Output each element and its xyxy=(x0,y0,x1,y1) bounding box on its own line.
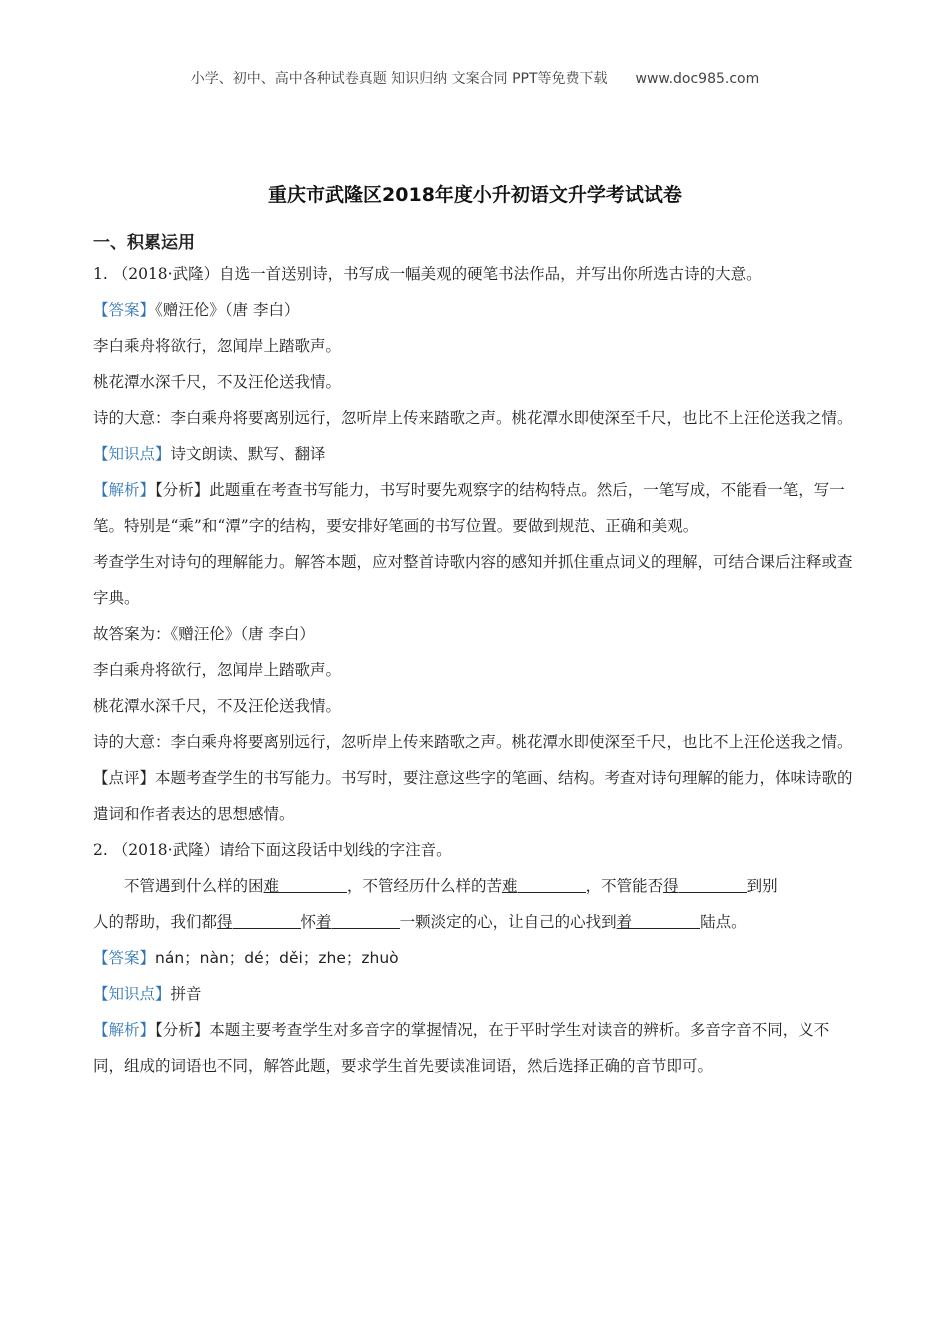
knowledge-tag: 【知识点】 xyxy=(93,445,171,463)
q2-passage-line-2: 人的帮助，我们都得 怀着 一颗淡定的心，让自己的心找到着 陆点。 xyxy=(93,904,853,940)
answer-blank[interactable] xyxy=(518,874,586,893)
answer-blank[interactable] xyxy=(632,910,700,929)
q1-answer xyxy=(93,292,853,328)
q1-analysis-2: 考查学生对诗句的理解能力。解答本题，应对整首诗歌内容的感知并抓住重点词义的理解，可结合课后注释或查字典。 xyxy=(93,553,853,607)
knowledge-text: 拼音 xyxy=(170,985,202,1003)
q1-final-poem-1: 李白乘舟将欲行，忽闻岸上踏歌声。 xyxy=(93,661,342,679)
answer-blank[interactable] xyxy=(332,910,400,929)
underlined-char: 得 xyxy=(663,877,679,895)
answer-text: 《赠汪伦》（唐 李白） xyxy=(155,301,300,319)
underlined-char: 着 xyxy=(616,913,633,931)
q1-final-answer: 故答案为：《赠汪伦》（唐 李白） xyxy=(93,625,315,643)
q1-meaning: 诗的大意：李白乘舟将要离别远行，忽听岸上传来踏歌之声。桃花潭水即使深至千尺，也比不上汪伦送我之情。 xyxy=(93,409,853,427)
q1-stem: 1. （2018·武隆）自选一首送别诗，书写成一幅美观的硬笔书法作品，并写出你所选古诗的大意。 xyxy=(93,265,762,283)
knowledge-tag: 【知识点】 xyxy=(93,985,171,1003)
q2-knowledge-point xyxy=(93,976,853,1012)
answer-text: nán；nàn；dé；děi；zhe；zhuò xyxy=(155,949,399,967)
q2-passage-line-1: 不管遇到什么样的困难 ，不管经历什么样的苦难 ，不管能否得 到别 xyxy=(93,868,853,904)
q1-final-poem-2: 桃花潭水深千尺，不及汪伦送我情。 xyxy=(93,697,342,715)
q2-stem: 2. （2018·武隆）请给下面这段话中划线的字注音。 xyxy=(93,841,452,859)
answer-tag: 【答案】 xyxy=(93,949,156,967)
document-body xyxy=(93,230,853,1084)
underlined-char: 难 xyxy=(263,877,280,895)
header-text: 小学、初中、高中各种试卷真题 知识归纳 文案合同 PPT等免费下载 xyxy=(190,71,608,87)
underlined-char: 得 xyxy=(217,913,233,931)
answer-tag: 【答案】 xyxy=(93,301,156,319)
underlined-char: 着 xyxy=(316,913,332,931)
section-heading: 一、积累运用 xyxy=(93,233,195,253)
q1-knowledge-point xyxy=(93,436,853,472)
knowledge-text: 诗文朗读、默写、翻译 xyxy=(170,445,326,463)
analysis-text: 【分析】本题主要考查学生对多音字的掌握情况，在于平时学生对读音的辨析。多音字音不同，义不同，组成的词语也不同，解答此题，要求学生首先要读准词语，然后选择正确的音节即可。 xyxy=(93,1021,830,1075)
q1-final-meaning: 诗的大意：李白乘舟将要离别远行，忽听岸上传来踏歌之声。桃花潭水即使深至千尺，也比不上汪伦送我之情。 xyxy=(93,733,853,751)
answer-blank[interactable] xyxy=(679,874,747,893)
q1-analysis xyxy=(93,472,853,544)
answer-blank[interactable] xyxy=(233,910,301,929)
analysis-text: 【分析】此题重在考查书写能力，书写时要先观察字的结构特点。然后，一笔写成，不能看一笔，写一笔。特别是“乘”和“潭”字的结构，要安排好笔画的书写位置。要做到规范、正确和美观。 xyxy=(93,481,845,535)
underlined-char: 难 xyxy=(502,877,518,895)
q2-analysis xyxy=(93,1012,853,1084)
page-header xyxy=(0,68,950,88)
answer-blank[interactable] xyxy=(279,874,347,893)
header-site: www.doc985.com xyxy=(635,71,760,87)
document-title: 重庆市武隆区2018年度小升初语文升学考试试卷 xyxy=(268,184,682,206)
analysis-tag: 【解析】 xyxy=(93,481,156,499)
q1-poem-line-2: 桃花潭水深千尺，不及汪伦送我情。 xyxy=(93,373,342,391)
q1-comment: 【点评】本题考查学生的书写能力。书写时，要注意这些字的笔画、结构。考查对诗句理解的能力，体味诗歌的遣词和作者表达的思想感情。 xyxy=(93,769,853,823)
q2-answer xyxy=(93,940,853,976)
analysis-tag: 【解析】 xyxy=(93,1021,156,1039)
q1-poem-line-1: 李白乘舟将欲行，忽闻岸上踏歌声。 xyxy=(93,337,342,355)
